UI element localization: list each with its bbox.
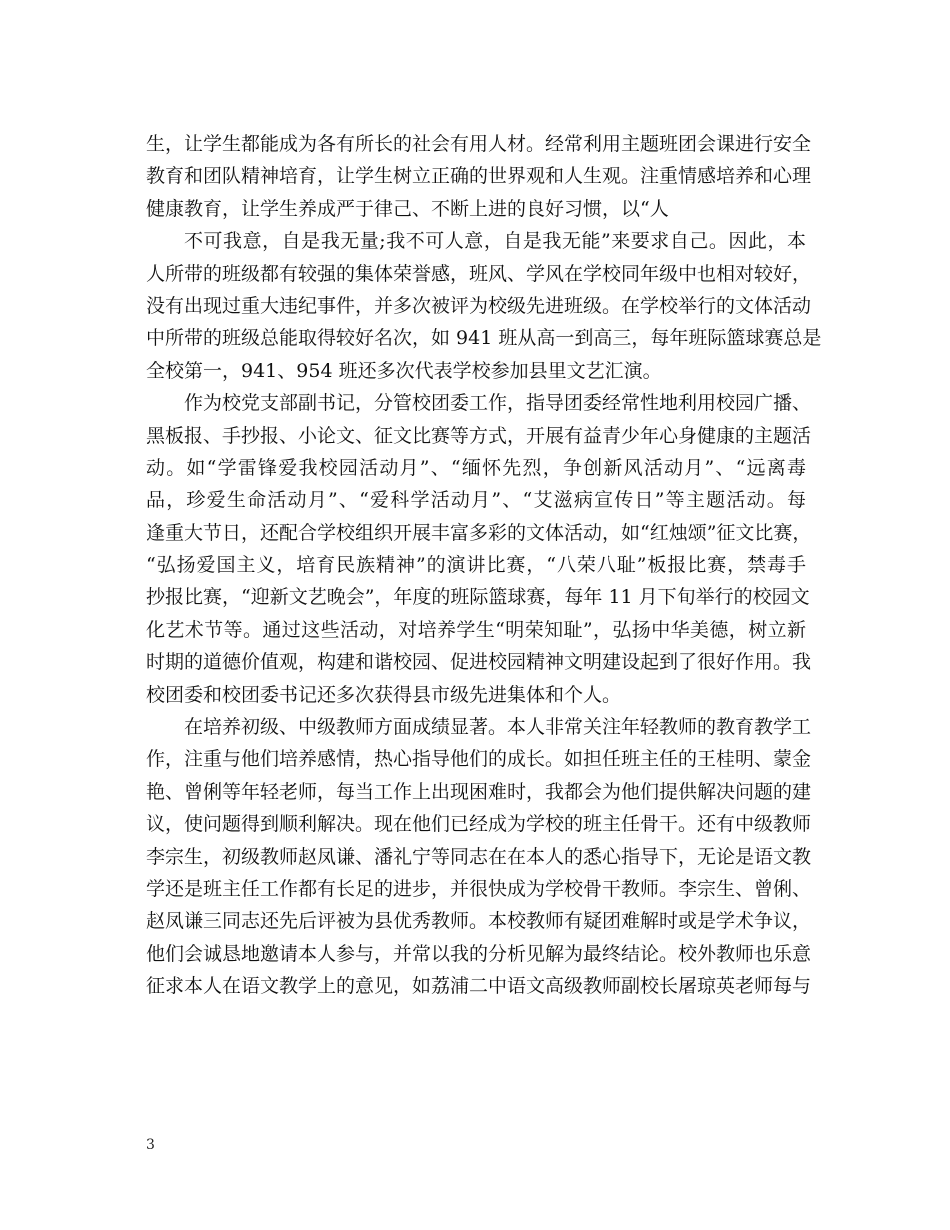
text-line: 品，珍爱生命活动月”、“爱科学活动月”、“艾滋病宣传日”等主题活动。每 — [146, 489, 806, 512]
text-line: 艳、曾俐等年轻老师，每当工作上出现困难时，我都会为他们提供解决问题的建 — [146, 780, 812, 803]
text-line: 全校第一，941、954 班还多次代表学校参加县里文艺汇演。 — [146, 359, 662, 382]
text-line: 生，让学生都能成为各有所长的社会有用人材。经常利用主题班团会课进行安全 — [146, 133, 812, 155]
text-line: 作为校党支部副书记，分管校团委工作，指导团委经常性地利用校园广播、 — [184, 392, 812, 415]
text-line: 学还是班主任工作都有长足的进步，并很快成为学校骨干教师。李宗生、曾俐、 — [146, 877, 812, 900]
text-line: 作，注重与他们培养感情，热心指导他们的成长。如担任班主任的王桂明、蒙金 — [146, 748, 812, 771]
text-line: 没有出现过重大违纪事件，并多次被评为校级先进班级。在学校举行的文体活动 — [146, 294, 812, 317]
text-line: 健康教育，让学生养成严于律己、不断上进的良好习惯，以“人 — [146, 197, 669, 220]
text-line: 黑板报、手抄报、小论文、征文比赛等方式，开展有益青少年心身健康的主题活 — [146, 424, 812, 447]
text-line: 教育和团队精神培育，让学生树立正确的世界观和人生观。注重情感培养和心理 — [146, 165, 812, 188]
text-line: 他们会诚恳地邀请本人参与，并常以我的分析见解为最终结论。校外教师也乐意 — [146, 942, 812, 965]
body-text — [146, 128, 822, 1003]
text-line: “弘扬爱国主义，培育民族精神”的演讲比赛，“八荣八耻”板报比赛，禁毒手 — [146, 554, 806, 577]
text-line: 人所带的班级都有较强的集体荣誉感，班风、学风在学校同年级中也相对较好， — [146, 262, 812, 285]
text-line: 议，使问题得到顺利解决。现在他们已经成为学校的班主任骨干。还有中级教师 — [146, 813, 812, 836]
text-line: 时期的道德价值观，构建和谐校园、促进校园精神文明建设起到了很好作用。我 — [146, 651, 812, 674]
text-line: 在培养初级、中级教师方面成绩显著。本人非常关注年轻教师的教育教学工 — [184, 716, 812, 739]
text-line: 动。如“学雷锋爱我校园活动月”、“缅怀先烈，争创新风活动月”、“远离毒 — [146, 456, 806, 479]
page-number: 3 — [146, 1137, 155, 1153]
text-line: 不可我意，自是我无量;我不可人意，自是我无能”来要求自己。因此，本 — [184, 230, 806, 253]
text-line: 逢重大节日，还配合学校组织开展丰富多彩的文体活动，如“红烛颂”征文比赛， — [146, 521, 812, 544]
text-line: 化艺术节等。通过这些活动，对培养学生“明荣知耻”，弘扬中华美德，树立新 — [146, 618, 806, 641]
text-line: 抄报比赛，“迎新文艺晚会”，年度的班际篮球赛，每年 11 月下旬举行的校园文 — [146, 586, 810, 609]
text-line: 李宗生，初级教师赵凤谦、潘礼宁等同志在在本人的悉心指导下，无论是语文教 — [146, 845, 812, 868]
text-line: 赵凤谦三同志还先后评被为县优秀教师。本校教师有疑团难解时或是学术争议， — [146, 910, 812, 933]
text-line: 校团委和校团委书记还多次获得县市级先进集体和个人。 — [146, 683, 622, 706]
text-line: 中所带的班级总能取得较好名次，如 941 班从高一到高三，每年班际篮球赛总是 — [146, 327, 822, 350]
text-line: 征求本人在语文教学上的意见，如荔浦二中语文高级教师副校长屠琼英老师每与 — [146, 975, 812, 998]
